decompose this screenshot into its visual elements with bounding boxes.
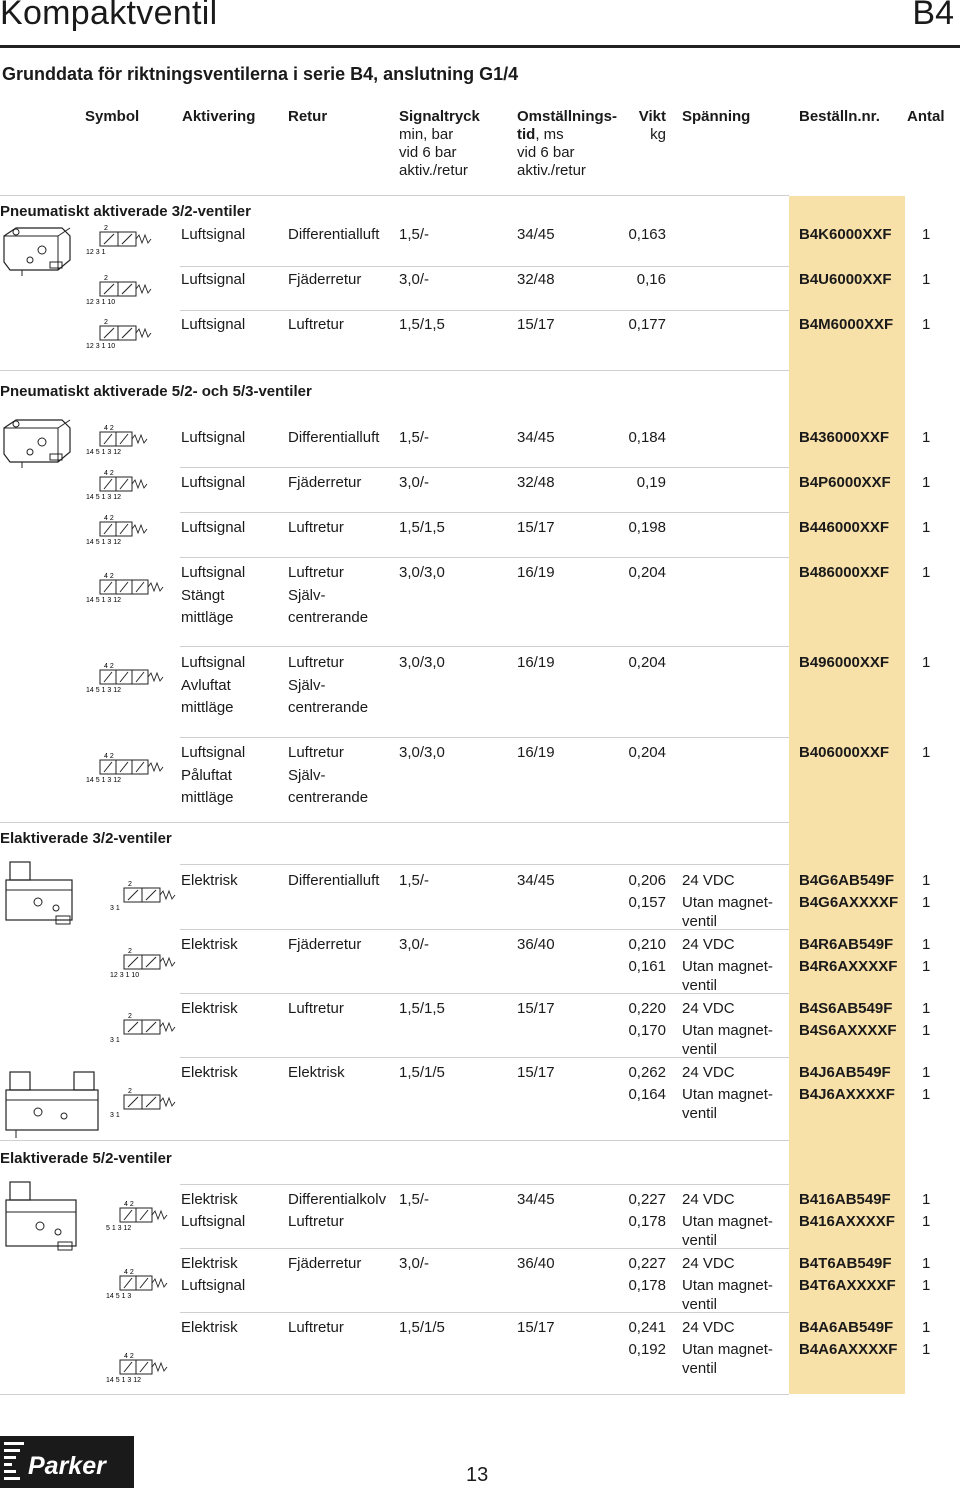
divider xyxy=(180,646,789,647)
divider xyxy=(0,370,789,371)
valve-solenoid-3-2-symbol xyxy=(110,878,174,914)
valve-5-3-closed-center-symbol xyxy=(86,570,170,606)
svg-text:12 3 1: 12 3 1 xyxy=(86,249,106,256)
cell-vikt: 0,227 xyxy=(628,1191,666,1208)
cell-retur: Fjäderretur xyxy=(288,936,362,953)
cell-antal: 1 xyxy=(922,1341,931,1358)
cell-order-number: B496000XXF xyxy=(799,654,890,671)
svg-text:4 2: 4 2 xyxy=(104,753,114,760)
cell-vikt: 0,241 xyxy=(628,1319,666,1336)
cell-vikt: 0,163 xyxy=(628,226,666,243)
cell-order-number: B4G6AB549F xyxy=(799,872,895,889)
cell-signaltryck: 1,5/1,5 xyxy=(399,1000,445,1017)
cell-antal: 1 xyxy=(922,1022,931,1039)
cell-retur-line2: Själv- xyxy=(288,676,326,694)
cell-signaltryck: 1,5/1/5 xyxy=(399,1319,445,1336)
cell-vikt: 0,206 xyxy=(628,872,666,889)
page-title: Kompaktventil xyxy=(0,0,218,32)
cell-vikt: 0,184 xyxy=(628,429,666,446)
cell-spanning: Utan magnet- xyxy=(682,894,773,911)
valve-5-3-pressure-center-symbol xyxy=(86,750,170,786)
cell-antal: 1 xyxy=(922,1086,931,1103)
cell-spanning-line2: ventil xyxy=(682,912,718,930)
svg-text:14 5 1 3 12: 14 5 1 3 12 xyxy=(86,449,122,456)
cell-antal: 1 xyxy=(922,519,931,536)
cell-spanning: Utan magnet- xyxy=(682,1213,773,1230)
cell-aktivering: Elektrisk xyxy=(181,936,238,953)
svg-text:3 1: 3 1 xyxy=(110,905,120,912)
valve-body-illustration-icon xyxy=(2,226,72,274)
section-electric-5-2: Elaktiverade 5/2-ventiler xyxy=(0,1150,172,1167)
svg-text:3 1: 3 1 xyxy=(110,1112,120,1119)
section-pneumatic-3-2: Pneumatiskt aktiverade 3/2-ventiler xyxy=(0,203,251,220)
cell-vikt: 0,170 xyxy=(628,1022,666,1039)
cell-antal: 1 xyxy=(922,654,931,671)
cell-retur: Fjäderretur xyxy=(288,474,362,491)
svg-text:Parker: Parker xyxy=(28,1452,106,1480)
parker-logo xyxy=(0,1436,134,1488)
cell-retur: Luftretur xyxy=(288,316,344,333)
cell-aktivering: Elektrisk xyxy=(181,1064,238,1081)
cell-aktivering-line3: mittläge xyxy=(181,699,234,716)
header-antal: Antal xyxy=(907,108,945,125)
cell-omstallningstid: 34/45 xyxy=(517,872,555,889)
cell-vikt: 0,157 xyxy=(628,894,666,911)
cell-order-number: B4R6AB549F xyxy=(799,936,894,953)
solenoid-valve-5-2-illustration-icon xyxy=(4,1180,80,1260)
cell-signaltryck: 1,5/- xyxy=(399,1191,430,1208)
cell-signaltryck: 1,5/- xyxy=(399,226,430,243)
header-vikt: Vikt kg xyxy=(638,108,666,143)
cell-aktivering: Luftsignal xyxy=(181,744,246,761)
divider xyxy=(180,557,789,558)
cell-aktivering: Luftsignal xyxy=(181,226,246,243)
cell-antal: 1 xyxy=(922,271,931,288)
cell-retur: Fjäderretur xyxy=(288,271,362,288)
cell-vikt: 0,210 xyxy=(628,936,666,953)
divider xyxy=(0,1140,789,1141)
cell-antal: 1 xyxy=(922,429,931,446)
svg-text:14 5 1 3 12: 14 5 1 3 12 xyxy=(106,1377,142,1384)
cell-omstallningstid: 34/45 xyxy=(517,429,555,446)
header-bestallnr: Beställn.nr. xyxy=(799,108,880,125)
cell-vikt: 0,204 xyxy=(628,654,666,671)
cell-omstallningstid: 15/17 xyxy=(517,519,555,536)
divider xyxy=(0,195,789,196)
svg-text:4 2: 4 2 xyxy=(104,663,114,670)
solenoid-valve-illustration-icon xyxy=(4,860,76,930)
cell-order-number: B4U6000XXF xyxy=(799,271,892,288)
cell-vikt: 0,204 xyxy=(628,564,666,581)
cell-retur: Luftretur xyxy=(288,1319,344,1336)
cell-retur: Luftretur xyxy=(288,564,344,581)
cell-spanning: 24 VDC xyxy=(682,1191,735,1208)
divider xyxy=(180,266,789,267)
valve-3-2-spring-symbol xyxy=(86,272,150,308)
divider xyxy=(180,737,789,738)
cell-antal: 1 xyxy=(922,894,931,911)
svg-text:4 2: 4 2 xyxy=(124,1201,134,1208)
cell-aktivering: Luftsignal xyxy=(181,429,246,446)
cell-retur: Luftretur xyxy=(288,1000,344,1017)
cell-retur: Differentialkolv xyxy=(288,1191,387,1208)
cell-signaltryck: 3,0/3,0 xyxy=(399,654,445,671)
header-aktivering: Aktivering xyxy=(182,108,256,125)
header-rule xyxy=(0,45,960,48)
cell-omstallningstid: 16/19 xyxy=(517,564,555,581)
cell-antal: 1 xyxy=(922,1255,931,1272)
cell-order-number: B436000XXF xyxy=(799,429,890,446)
svg-text:14 5 1 3 12: 14 5 1 3 12 xyxy=(86,494,122,501)
valve-double-solenoid-3-2-symbol xyxy=(110,1085,174,1121)
header-omstallningstid: Omställnings- tid, ms vid 6 bar aktiv./retur xyxy=(517,108,618,179)
cell-omstallningstid: 15/17 xyxy=(517,316,555,333)
cell-spanning: Utan magnet- xyxy=(682,1086,773,1103)
cell-retur: Elektrisk xyxy=(288,1064,345,1081)
cell-retur: Differentialluft xyxy=(288,226,380,243)
cell-order-number: B4J6AXXXXF xyxy=(799,1086,895,1103)
cell-order-number: B446000XXF xyxy=(799,519,890,536)
cell-signaltryck: 3,0/- xyxy=(399,936,430,953)
cell-spanning-line2: ventil xyxy=(682,1295,718,1313)
section-electric-3-2: Elaktiverade 3/2-ventiler xyxy=(0,830,172,847)
svg-text:14 5 1 3: 14 5 1 3 xyxy=(106,1293,132,1300)
cell-signaltryck: 1,5/1/5 xyxy=(399,1064,445,1081)
cell-omstallningstid: 15/17 xyxy=(517,1000,555,1017)
cell-signaltryck: 1,5/1,5 xyxy=(399,519,445,536)
cell-omstallningstid: 16/19 xyxy=(517,654,555,671)
valve-3-2-pneumatic-symbol xyxy=(86,222,150,258)
cell-antal: 1 xyxy=(922,1319,931,1336)
cell-aktivering: Luftsignal xyxy=(181,316,246,333)
cell-omstallningstid: 15/17 xyxy=(517,1319,555,1336)
cell-order-number: B416AB549F xyxy=(799,1191,891,1208)
cell-vikt: 0,16 xyxy=(636,271,666,288)
cell-retur: Luftretur xyxy=(288,519,344,536)
cell-order-number: B4R6AXXXXF xyxy=(799,958,898,975)
cell-order-number: B4S6AB549F xyxy=(799,1000,893,1017)
svg-text:2: 2 xyxy=(128,881,132,888)
header-retur: Retur xyxy=(288,108,328,125)
valve-5-2-air-return-symbol xyxy=(86,512,170,548)
cell-order-number: B4S6AXXXXF xyxy=(799,1022,897,1039)
cell-antal: 1 xyxy=(922,1213,931,1230)
valve-solenoid-5-2-spring-symbol xyxy=(106,1266,190,1302)
cell-aktivering-line2: Stängt xyxy=(181,586,225,604)
cell-order-number: B406000XXF xyxy=(799,744,890,761)
cell-omstallningstid: 16/19 xyxy=(517,744,555,761)
cell-retur: Differentialluft xyxy=(288,429,380,446)
cell-antal: 1 xyxy=(922,1064,931,1081)
cell-aktivering: Luftsignal xyxy=(181,271,246,288)
cell-antal: 1 xyxy=(922,958,931,975)
cell-antal: 1 xyxy=(922,1277,931,1294)
cell-aktivering: Luftsignal xyxy=(181,1277,246,1294)
cell-vikt: 0,177 xyxy=(628,316,666,333)
svg-text:14 5 1 3 12: 14 5 1 3 12 xyxy=(86,777,122,784)
divider xyxy=(0,822,789,823)
cell-order-number: B4G6AXXXXF xyxy=(799,894,899,911)
header-signaltryck: Signaltryck min, bar vid 6 bar aktiv./retur xyxy=(399,108,480,179)
cell-order-number: B4A6AB549F xyxy=(799,1319,894,1336)
valve-body-illustration-icon xyxy=(2,418,72,468)
series-label: B4 xyxy=(912,0,954,32)
valve-3-2-air-return-symbol xyxy=(86,316,150,352)
valve-solenoid-3-2-spring-symbol xyxy=(110,945,174,981)
cell-vikt: 0,164 xyxy=(628,1086,666,1103)
svg-text:2: 2 xyxy=(128,948,132,955)
cell-retur-line3: centrerande xyxy=(288,609,369,626)
cell-vikt: 0,227 xyxy=(628,1255,666,1272)
cell-order-number: B4P6000XXF xyxy=(799,474,891,491)
svg-text:4 2: 4 2 xyxy=(104,573,114,580)
svg-text:12 3 1 10: 12 3 1 10 xyxy=(86,299,116,306)
divider xyxy=(180,864,789,865)
cell-antal: 1 xyxy=(922,872,931,889)
svg-text:14 5 1 3 12: 14 5 1 3 12 xyxy=(86,597,122,604)
cell-retur-line2: Själv- xyxy=(288,766,326,784)
cell-retur: Luftretur xyxy=(288,654,344,671)
cell-omstallningstid: 32/48 xyxy=(517,474,555,491)
divider xyxy=(0,1394,789,1395)
svg-text:2: 2 xyxy=(128,1088,132,1095)
cell-aktivering-line3: mittläge xyxy=(181,789,234,806)
cell-antal: 1 xyxy=(922,1191,931,1208)
cell-aktivering: Elektrisk xyxy=(181,872,238,889)
cell-spanning: 24 VDC xyxy=(682,936,735,953)
section-subtitle: Grunddata för riktningsventilerna i serie B4, anslutning G1/4 xyxy=(2,64,519,84)
cell-vikt: 0,220 xyxy=(628,1000,666,1017)
cell-antal: 1 xyxy=(922,564,931,581)
valve-solenoid-3-2-air-return-symbol xyxy=(110,1010,174,1046)
svg-text:12 3 1 10: 12 3 1 10 xyxy=(86,343,116,350)
cell-retur: Differentialluft xyxy=(288,872,380,889)
svg-text:4 2: 4 2 xyxy=(104,515,114,522)
cell-aktivering: Luftsignal xyxy=(181,564,246,581)
svg-text:4 2: 4 2 xyxy=(124,1269,134,1276)
cell-order-number: B416AXXXXF xyxy=(799,1213,895,1230)
cell-spanning: 24 VDC xyxy=(682,1000,735,1017)
cell-order-number: B4M6000XXF xyxy=(799,316,894,333)
svg-text:2: 2 xyxy=(104,275,108,282)
valve-solenoid-5-2-air-return-symbol xyxy=(106,1350,190,1386)
cell-signaltryck: 3,0/- xyxy=(399,1255,430,1272)
cell-signaltryck: 3,0/- xyxy=(399,474,430,491)
cell-vikt: 0,198 xyxy=(628,519,666,536)
divider xyxy=(180,512,789,513)
cell-order-number: B4T6AXXXXF xyxy=(799,1277,896,1294)
header-spanning: Spänning xyxy=(682,108,751,125)
double-solenoid-valve-illustration-icon xyxy=(4,1070,100,1140)
cell-antal: 1 xyxy=(922,474,931,491)
cell-antal: 1 xyxy=(922,1000,931,1017)
svg-text:3 1: 3 1 xyxy=(110,1037,120,1044)
cell-vikt: 0,19 xyxy=(636,474,666,491)
cell-vikt: 0,262 xyxy=(628,1064,666,1081)
cell-retur-line3: centrerande xyxy=(288,789,369,806)
cell-aktivering: Elektrisk xyxy=(181,1000,238,1017)
cell-antal: 1 xyxy=(922,936,931,953)
svg-text:2: 2 xyxy=(104,225,108,232)
section-pneumatic-5-2-5-3: Pneumatiskt aktiverade 5/2- och 5/3-ventiler xyxy=(0,383,312,400)
cell-order-number: B4T6AB549F xyxy=(799,1255,892,1272)
cell-spanning: 24 VDC xyxy=(682,1319,735,1336)
valve-5-3-exhaust-center-symbol xyxy=(86,660,170,696)
cell-spanning: Utan magnet- xyxy=(682,1277,773,1294)
cell-aktivering: Luftsignal xyxy=(181,474,246,491)
cell-spanning: 24 VDC xyxy=(682,1255,735,1272)
cell-signaltryck: 3,0/3,0 xyxy=(399,744,445,761)
cell-retur: Luftretur xyxy=(288,1213,344,1230)
svg-text:2: 2 xyxy=(128,1013,132,1020)
cell-omstallningstid: 15/17 xyxy=(517,1064,555,1081)
cell-omstallningstid: 36/40 xyxy=(517,936,555,953)
cell-aktivering-line3: mittläge xyxy=(181,609,234,626)
cell-spanning-line2: ventil xyxy=(682,1040,718,1058)
cell-antal: 1 xyxy=(922,316,931,333)
svg-text:4 2: 4 2 xyxy=(104,470,114,477)
cell-omstallningstid: 34/45 xyxy=(517,226,555,243)
cell-aktivering: Elektrisk xyxy=(181,1191,238,1208)
cell-antal: 1 xyxy=(922,744,931,761)
page-number: 13 xyxy=(466,1464,489,1486)
cell-omstallningstid: 36/40 xyxy=(517,1255,555,1272)
cell-vikt: 0,192 xyxy=(628,1341,666,1358)
cell-vikt: 0,204 xyxy=(628,744,666,761)
cell-aktivering: Luftsignal xyxy=(181,519,246,536)
divider xyxy=(180,1184,789,1185)
cell-spanning-line2: ventil xyxy=(682,1104,718,1122)
cell-retur: Luftretur xyxy=(288,744,344,761)
cell-signaltryck: 3,0/- xyxy=(399,271,430,288)
cell-aktivering: Elektrisk xyxy=(181,1255,238,1272)
cell-retur-line2: Själv- xyxy=(288,586,326,604)
cell-signaltryck: 3,0/3,0 xyxy=(399,564,445,581)
cell-aktivering: Luftsignal xyxy=(181,1213,246,1230)
cell-vikt: 0,161 xyxy=(628,958,666,975)
divider xyxy=(180,467,789,468)
svg-text:14 5 1 3 12: 14 5 1 3 12 xyxy=(86,687,122,694)
cell-omstallningstid: 34/45 xyxy=(517,1191,555,1208)
cell-retur-line3: centrerande xyxy=(288,699,369,716)
cell-aktivering: Luftsignal xyxy=(181,654,246,671)
cell-order-number: B4A6AXXXXF xyxy=(799,1341,898,1358)
svg-text:4 2: 4 2 xyxy=(124,1353,134,1360)
svg-text:4 2: 4 2 xyxy=(104,425,114,432)
valve-solenoid-5-2-diff-symbol xyxy=(106,1198,190,1234)
cell-vikt: 0,178 xyxy=(628,1277,666,1294)
cell-omstallningstid: 32/48 xyxy=(517,271,555,288)
header-symbol: Symbol xyxy=(85,108,140,125)
cell-signaltryck: 1,5/1,5 xyxy=(399,316,445,333)
cell-aktivering: Elektrisk xyxy=(181,1319,238,1336)
cell-antal: 1 xyxy=(922,226,931,243)
cell-spanning: 24 VDC xyxy=(682,872,735,889)
svg-text:5 1 3 12: 5 1 3 12 xyxy=(106,1225,132,1232)
cell-order-number: B4J6AB549F xyxy=(799,1064,891,1081)
cell-aktivering-line2: Påluftat xyxy=(181,766,232,784)
cell-order-number: B4K6000XXF xyxy=(799,226,892,243)
cell-retur: Fjäderretur xyxy=(288,1255,362,1272)
svg-text:12 3 1 10: 12 3 1 10 xyxy=(110,972,140,979)
cell-spanning: Utan magnet- xyxy=(682,1341,773,1358)
divider xyxy=(180,310,789,311)
valve-5-2-pneumatic-symbol xyxy=(86,422,170,458)
cell-vikt: 0,178 xyxy=(628,1213,666,1230)
svg-text:2: 2 xyxy=(104,319,108,326)
cell-signaltryck: 1,5/- xyxy=(399,872,430,889)
cell-signaltryck: 1,5/- xyxy=(399,429,430,446)
cell-spanning: 24 VDC xyxy=(682,1064,735,1081)
cell-order-number: B486000XXF xyxy=(799,564,890,581)
cell-spanning-line2: ventil xyxy=(682,976,718,994)
valve-5-2-spring-symbol xyxy=(86,467,170,503)
cell-aktivering-line2: Avluftat xyxy=(181,676,231,694)
cell-spanning: Utan magnet- xyxy=(682,1022,773,1039)
svg-text:14 5 1 3 12: 14 5 1 3 12 xyxy=(86,539,122,546)
cell-spanning: Utan magnet- xyxy=(682,958,773,975)
cell-spanning-line2: ventil xyxy=(682,1359,718,1377)
cell-spanning-line2: ventil xyxy=(682,1231,718,1249)
